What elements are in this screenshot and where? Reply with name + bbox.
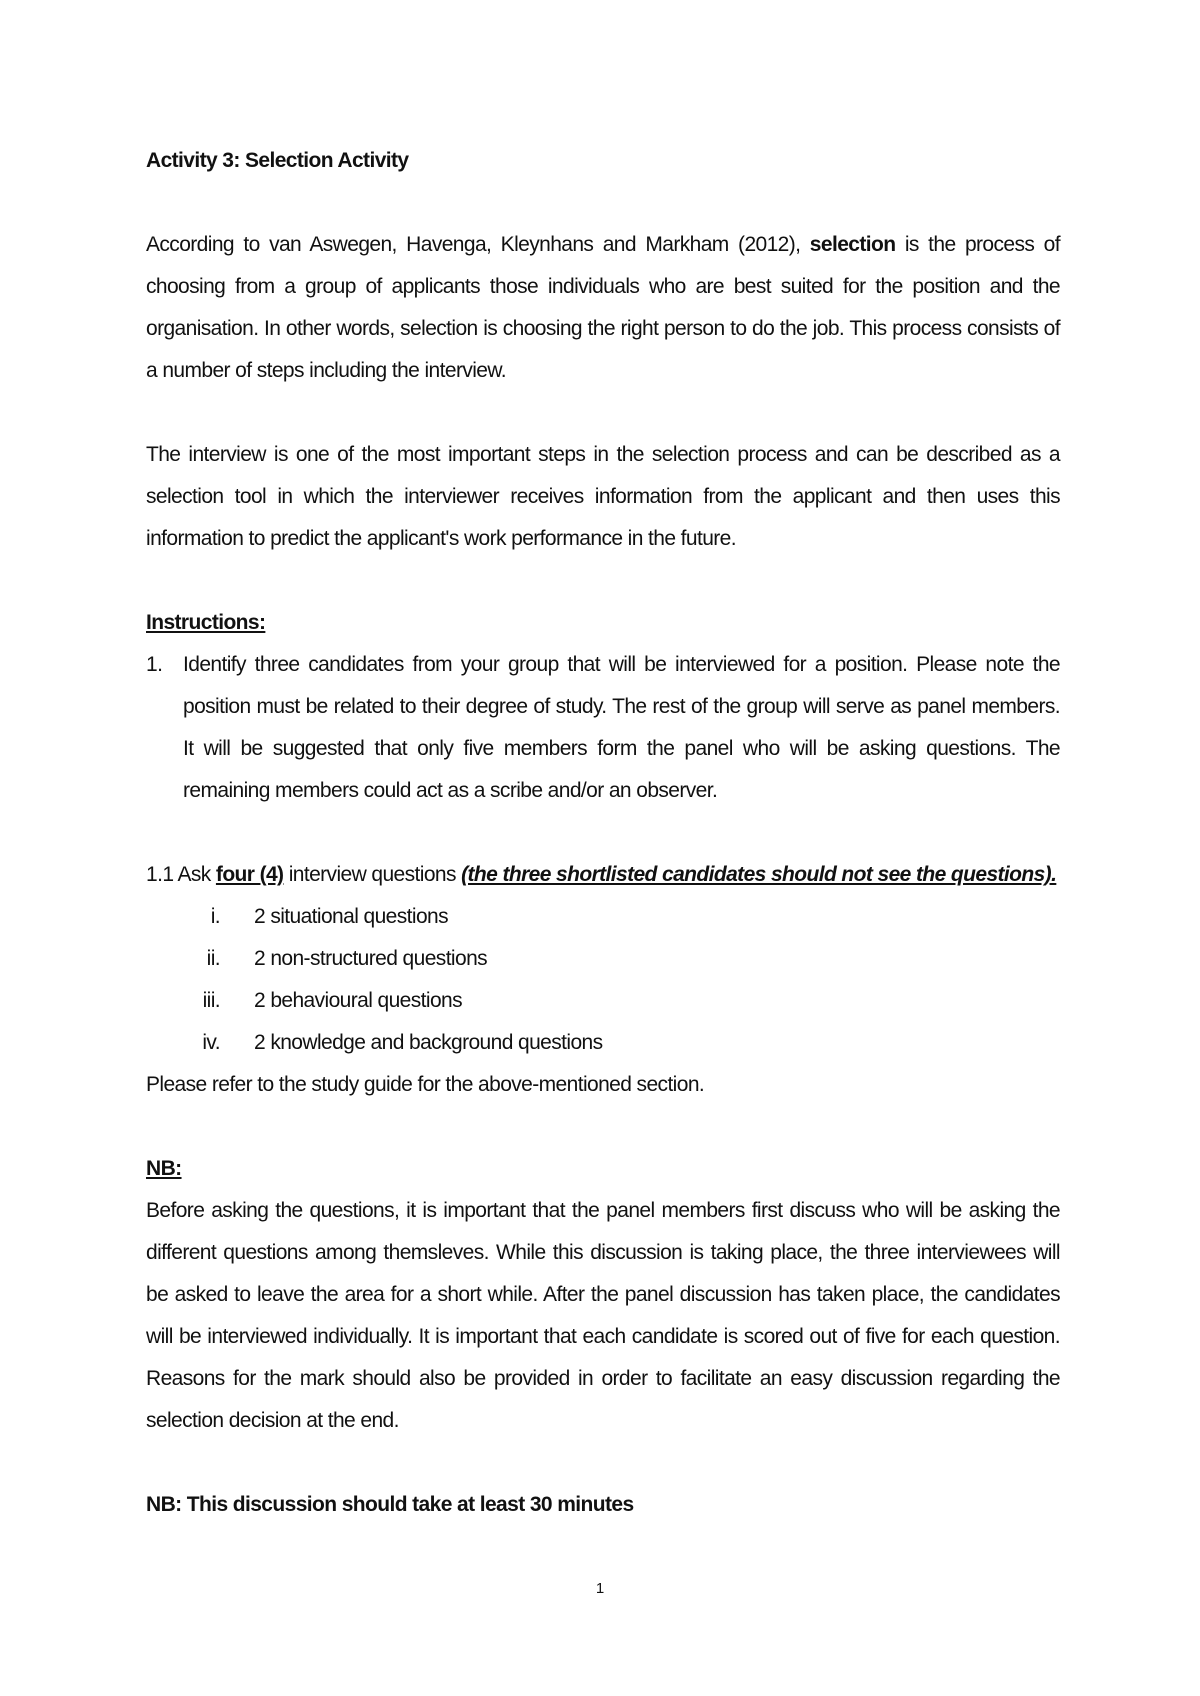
nb-paragraph: Before asking the questions, it is important that the panel members first discuss who will be asking the different questions among themsleves. While this discussion is taking place, the three interviewees will be asked to leave the area for a short while. After the panel discussion has taken place, the candidates will be interviewed individually. It is important that each candidate is scored out of five for each question. Reasons for the mark should also be provided in order to facilitate an easy discussion regarding the selection decision at the end.: [146, 1199, 1060, 1432]
sub-instruction-middle: interview questions: [283, 863, 462, 886]
list-text: 2 situational questions: [254, 905, 449, 928]
intro-paragraph: [146, 224, 1060, 392]
nb-final-note: NB: This discussion should take at least 30 minutes: [146, 1493, 634, 1516]
sub-instruction-emphasis: (the three shortlisted candidates should not see the questions).: [461, 863, 1057, 886]
list-item: [146, 896, 1060, 938]
question-types-list: [146, 896, 1060, 1064]
instruction-item: [146, 644, 1060, 812]
list-item: [146, 980, 1060, 1022]
question-count: four (4): [215, 863, 284, 886]
nb-heading: NB:: [146, 1157, 182, 1180]
intro-text-end: is the process of choosing from a group of applicants those individuals who are best suited for the position and the organisation. In other words, selection is choosing the right person to do the job. This process consists of a number of steps including the interview.: [146, 233, 1060, 382]
instruction-number: 1.: [146, 653, 163, 676]
list-item: [146, 938, 1060, 980]
list-text: 2 knowledge and background questions: [254, 1031, 603, 1054]
list-numeral: iii.: [202, 989, 220, 1012]
list-text: 2 non-structured questions: [254, 947, 488, 970]
sub-instruction: [146, 854, 1060, 896]
list-numeral: i.: [210, 905, 220, 928]
page-title: Activity 3: Selection Activity: [146, 149, 409, 172]
list-item: [146, 1022, 1060, 1064]
study-guide-note: Please refer to the study guide for the above-mentioned section.: [146, 1073, 705, 1096]
intro-text-start: According to van Aswegen, Havenga, Kleynhans and Markham (2012),: [146, 233, 810, 256]
list-numeral: ii.: [206, 947, 220, 970]
interview-paragraph: The interview is one of the most important steps in the selection process and can be described as a selection tool in which the interviewer receives information from the applicant and then uses this information to predict the applicant's work performance in the future.: [146, 443, 1060, 550]
sub-instruction-prefix: 1.1 Ask: [146, 863, 216, 886]
list-numeral: iv.: [202, 1031, 220, 1054]
instruction-text: Identify three candidates from your group that will be interviewed for a position. Please note the position must be related to their degree of study. The rest of the group will serve as panel members. It will be suggested that only five members form the panel who will be asking questions. The remaining members could act as a scribe and/or an observer.: [183, 653, 1060, 802]
document-page: [146, 140, 1060, 1526]
intro-bold-term: selection: [809, 233, 896, 256]
instructions-heading: Instructions:: [146, 611, 266, 634]
list-text: 2 behavioural questions: [254, 989, 463, 1012]
page-number: 1: [595, 1580, 605, 1597]
